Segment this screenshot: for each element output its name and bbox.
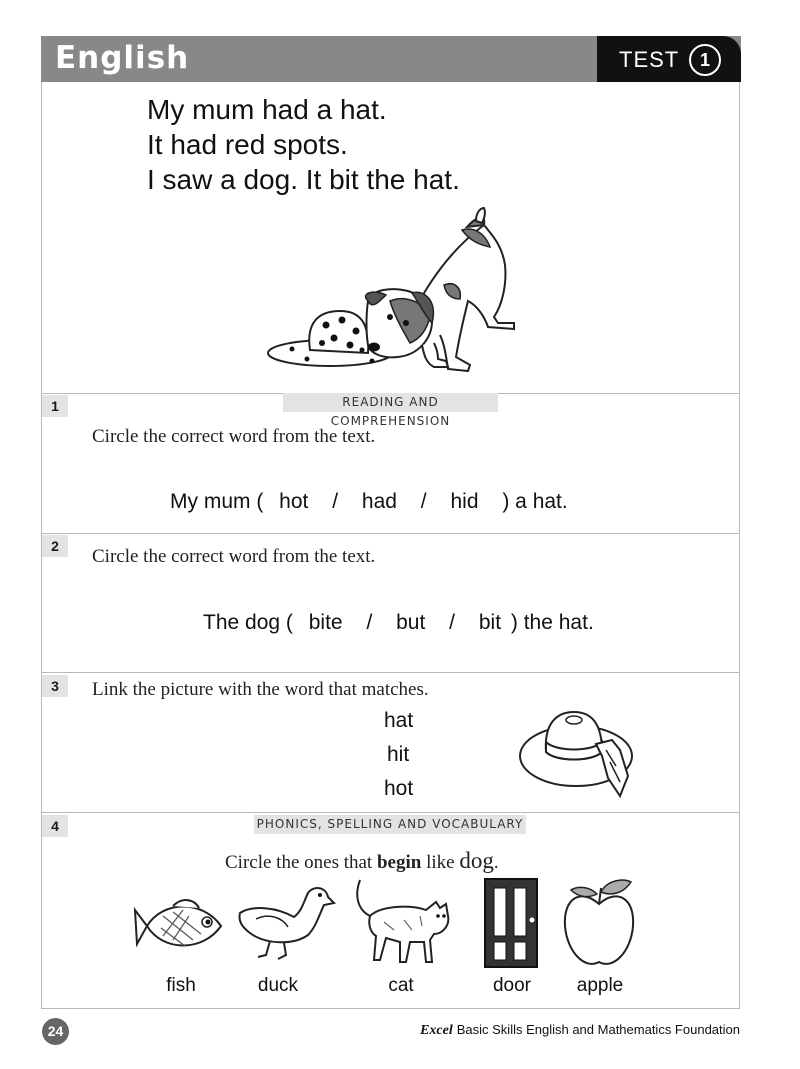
section-label-reading: READING AND COMPREHENSION — [283, 393, 498, 412]
question-number: 2 — [42, 535, 68, 557]
match-word-hit[interactable]: hit — [387, 743, 410, 766]
divider — [41, 533, 740, 534]
instruction-text: Circle the ones that — [225, 852, 377, 873]
sentence-start: The dog ( — [203, 611, 293, 634]
section-label-phonics: PHONICS, SPELLING AND VOCABULARY — [254, 815, 526, 834]
picture-label: duck — [257, 975, 299, 996]
word-option[interactable]: bit — [478, 611, 502, 634]
question-sentence — [203, 611, 594, 635]
match-word-hot[interactable]: hot — [384, 777, 414, 800]
picture-label: fish — [166, 975, 196, 996]
sentence-end: ) the hat. — [510, 611, 594, 634]
question-instruction — [225, 848, 499, 874]
match-word-hat[interactable]: hat — [384, 709, 414, 732]
divider — [41, 812, 740, 813]
story-line: My mum had a hat. — [147, 94, 387, 125]
target-word: dog — [459, 848, 494, 873]
cat-picture[interactable] — [350, 876, 456, 970]
question-number: 1 — [42, 395, 68, 417]
question-number: 4 — [42, 815, 68, 837]
page-number: 24 — [42, 1018, 69, 1045]
sentence-start: My mum ( — [170, 490, 264, 513]
question-instruction: Link the picture with the word that matches. — [92, 679, 429, 700]
word-option[interactable]: had — [361, 490, 397, 513]
fish-picture[interactable] — [133, 896, 227, 958]
instruction-text: like — [421, 852, 460, 873]
book-title: Basic Skills English and Mathematics Foundation — [456, 1022, 740, 1037]
brand-name: Excel — [420, 1023, 453, 1038]
picture-label: apple — [576, 975, 624, 996]
question-sentence — [170, 490, 568, 514]
story-text — [147, 92, 460, 197]
footer-title — [420, 1022, 740, 1039]
apple-picture[interactable] — [561, 878, 637, 970]
door-picture[interactable] — [484, 878, 540, 970]
question-instruction: Circle the correct word from the text. — [92, 426, 376, 447]
question-number: 3 — [42, 675, 68, 697]
word-option[interactable]: bite — [308, 611, 343, 634]
instruction-text: . — [493, 852, 499, 873]
word-option[interactable]: hot — [279, 490, 309, 513]
page-header — [41, 36, 741, 82]
sun-hat-picture[interactable] — [516, 706, 640, 802]
separator: / — [449, 611, 456, 634]
instruction-emphasis: begin — [376, 852, 422, 873]
test-label: TEST — [619, 47, 680, 72]
test-number-badge: 1 — [689, 44, 721, 76]
picture-label: door — [492, 975, 532, 996]
subject-title: English — [55, 40, 190, 76]
sentence-end: ) a hat. — [502, 490, 568, 513]
question-instruction: Circle the correct word from the text. — [92, 546, 376, 567]
dog-biting-hat-illustration — [262, 205, 524, 377]
picture-label: cat — [388, 975, 414, 996]
story-line: I saw a dog. It bit the hat. — [147, 164, 460, 195]
duck-picture[interactable] — [236, 883, 336, 961]
word-option[interactable]: hid — [450, 490, 479, 513]
divider — [41, 672, 740, 673]
story-line: It had red spots. — [147, 129, 348, 160]
separator: / — [420, 490, 427, 513]
separator: / — [332, 490, 339, 513]
word-option[interactable]: but — [396, 611, 426, 634]
test-tab — [597, 36, 741, 82]
separator: / — [366, 611, 373, 634]
